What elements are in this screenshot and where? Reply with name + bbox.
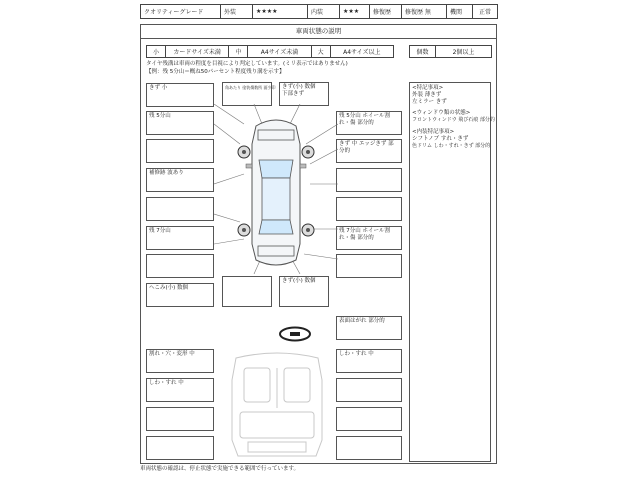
count-label: 個数: [410, 46, 436, 58]
count-legend-table: [409, 45, 492, 58]
annotation-box-interior-left-2: しわ・すれ 中: [146, 378, 214, 402]
repair-history-value: 修復歴 無: [402, 5, 447, 19]
annotation-box-front-right: きず(小) 数個 下部きず: [279, 82, 329, 106]
annotation-box-right-5: [336, 254, 402, 278]
annotation-box-left-3: [146, 139, 214, 163]
annotation-box-interior-right-1: しわ・すれ 中: [336, 349, 402, 373]
annotation-box-interior-left-1: 割れ・穴・変形 中: [146, 349, 214, 373]
interior-notes-heading: <内装特記事項>: [412, 129, 455, 135]
annotation-box-left-2: 残 5分山: [146, 111, 214, 135]
tire-note-line2: 【例：残 5分山＝概ね50パーセント程度残り溝を示す】: [146, 69, 285, 75]
annotation-box-rear-left: [222, 276, 272, 307]
count-desc: 2個以上: [436, 46, 492, 58]
engine-label: 機関: [447, 5, 473, 19]
window-notes-heading: <ウィンドウ類の状態>: [412, 110, 471, 116]
size-large: 大: [311, 46, 330, 58]
annotation-box-interior-right-3: [336, 407, 402, 431]
annotation-box-left-5: [146, 197, 214, 221]
interior-label: 内装: [308, 5, 340, 19]
size-small-desc: カードサイズ未満: [166, 46, 229, 58]
car-exterior-diagram: [214, 104, 338, 274]
size-legend-table: [146, 45, 394, 58]
size-medium-desc: A4サイズ未満: [248, 46, 311, 58]
annotation-box-interior-right-2: [336, 378, 402, 402]
exterior-label: 外装: [221, 5, 253, 19]
special-notes-heading: <特記事項>: [412, 85, 444, 91]
tire-note-line1: タイヤ残溝は車両の程度を目視により判定しています。(ミリ表示ではありません): [146, 61, 348, 67]
exterior-stars: ★★★★: [253, 5, 308, 19]
annotation-box-front-center: 角あたり 塗装傷数所 面少印: [222, 82, 272, 106]
grade-header-table: [140, 4, 498, 19]
annotation-box-left-6: 残 7分山: [146, 226, 214, 250]
annotation-box-left-8: へこみ(小) 数個: [146, 283, 214, 307]
annotation-box-interior-left-4: [146, 436, 214, 460]
condition-title: 車両状態の説明: [140, 25, 497, 39]
annotation-box-left-1: きず 小: [146, 83, 214, 107]
car-interior-diagram: [222, 350, 332, 462]
footer-note: 車両状態の確認は、停止状態で実施できる範囲で行っています。: [140, 466, 300, 472]
size-small: 小: [147, 46, 166, 58]
annotation-box-right-3: [336, 168, 402, 192]
annotation-box-rear-center: きず(小) 数個: [279, 276, 329, 307]
special-notes-box: <特記事項> 外装 薄きず 左ミラー きず <ウィンドウ類の状態> フロントウィンドウ 飛び石痕 部分的 <内装特記事項> シフトノブ すれ・きず 色ドリム しわ・すれ・きず 部分的: [409, 82, 491, 462]
annotation-box-right-2: きず 中 エッジきず 部分的: [336, 139, 402, 163]
annotation-box-right-6: 表面はがれ 部分的: [336, 316, 402, 340]
annotation-box-right-4: 残 7分山 ホイール割れ・傷 部分的: [336, 226, 402, 250]
annotation-box-right-1: 残 5分山 ホイール割れ・傷 部分的: [336, 111, 402, 135]
annotation-box-right-3b: [336, 197, 402, 221]
annotation-box-left-4: 補修跡 波あり: [146, 168, 214, 192]
interior-stars: ★★★: [340, 5, 370, 19]
size-medium: 中: [229, 46, 248, 58]
repair-history-label: 修復歴: [370, 5, 402, 19]
annotation-box-interior-right-4: [336, 436, 402, 460]
annotation-box-interior-left-3: [146, 407, 214, 431]
steering-wheel-icon: [278, 326, 312, 342]
quality-grade-label: クオリティーグレード: [141, 5, 221, 19]
annotation-box-left-7: [146, 254, 214, 278]
engine-value: 正常: [473, 5, 498, 19]
size-large-desc: A4サイズ以上: [330, 46, 393, 58]
